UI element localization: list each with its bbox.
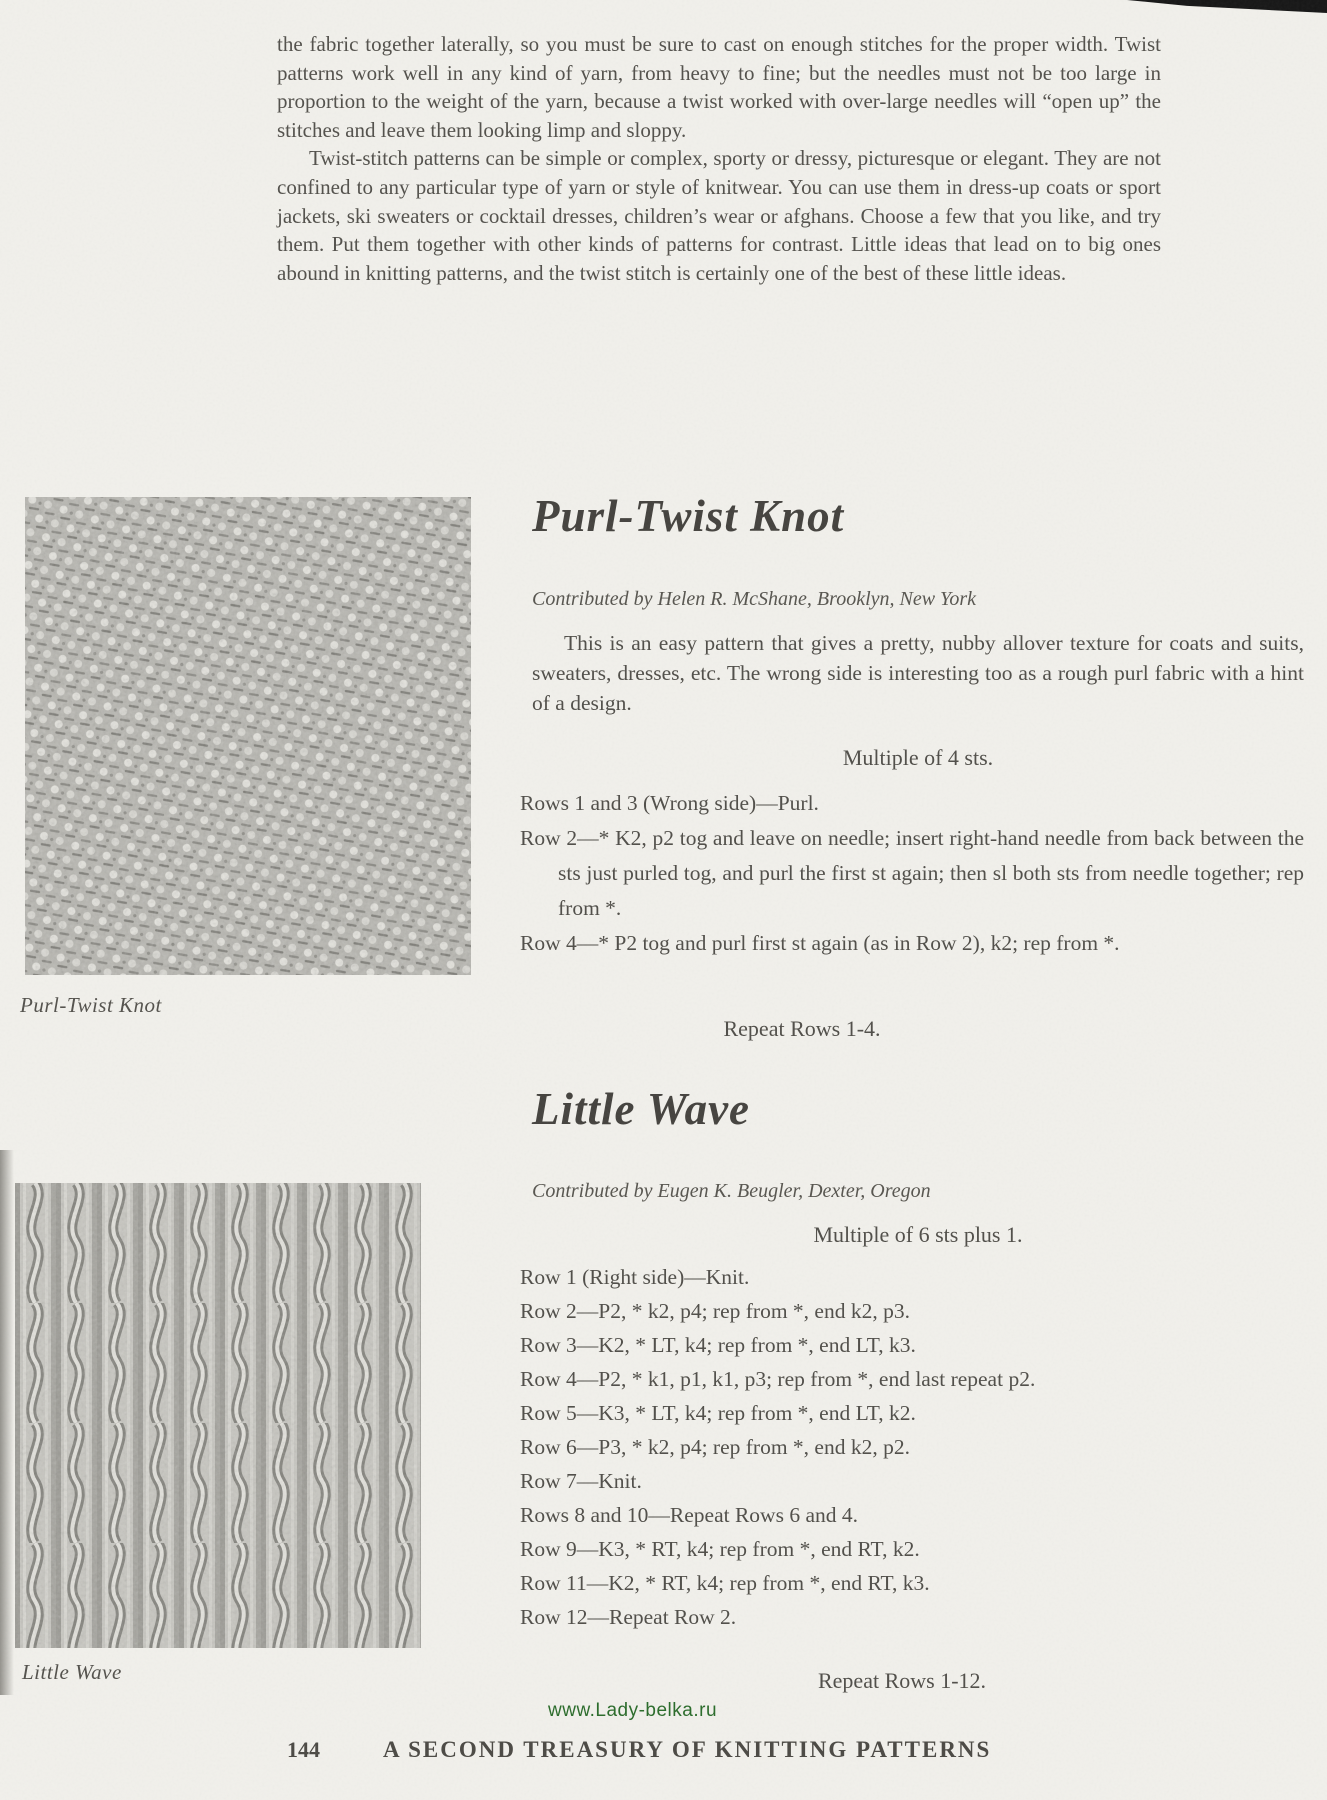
little-wave-photo: [15, 1183, 421, 1648]
pattern-row: Row 9—K3, * RT, k4; rep from *, end RT, k2.: [520, 1537, 920, 1561]
intro-text: [277, 30, 1161, 287]
purl-twist-rows: [520, 786, 1304, 961]
pattern-row: Row 2—* K2, p2 tog and leave on needle; insert right-hand needle from back between the sts just purled tog, and purl the first st again; then sl both sts from needle together; rep from *.: [520, 826, 1304, 920]
purl-twist-knot-photo: [25, 497, 471, 975]
purl-twist-repeat: Repeat Rows 1-4.: [723, 1016, 881, 1041]
pattern-row: Row 12—Repeat Row 2.: [520, 1605, 737, 1629]
purl-twist-contributor: Contributed by Helen R. McShane, Brooklyn, New York: [532, 588, 977, 610]
little-wave-rows: [520, 1260, 1304, 1634]
scan-artifact-top-right: [1127, 0, 1327, 13]
purl-twist-photo-caption: Purl-Twist Knot: [20, 993, 162, 1017]
little-wave-contributor: Contributed by Eugen K. Beugler, Dexter, Oregon: [532, 1180, 931, 1202]
purl-twist-description: This is an easy pattern that gives a pretty, nubby allover texture for coats and suits, sweaters, dresses, etc. The wrong side is interesting too as a rough purl fabric with a hint of a design.: [532, 631, 1304, 715]
book-title: A SECOND TREASURY OF KNITTING PATTERNS: [383, 1737, 992, 1762]
little-wave-repeat: Repeat Rows 1-12.: [817, 1668, 987, 1693]
intro-paragraph-2: Twist-stitch patterns can be simple or complex, sporty or dressy, picturesque or elegant. They are not confined to any particular type of yarn or style of knitwear. You can use them in dress-up coats or sport jackets, ski sweaters or cocktail dresses, children’s wear or afghans. Choose a few that you like, and try them. Put them together with other kinds of patterns for contrast. Little ideas that lead on to big ones abound in knitting patterns, and the twist stitch is certainly one of the best of these little ideas.: [277, 146, 1161, 285]
pattern-row: Row 1 (Right side)—Knit.: [520, 1265, 750, 1289]
pattern-row: Rows 1 and 3 (Wrong side)—Purl.: [520, 791, 819, 815]
pattern-row: Row 5—K3, * LT, k4; rep from *, end LT, k2.: [520, 1401, 916, 1425]
little-wave-title: Little Wave: [532, 1084, 751, 1134]
pattern-row: Row 7—Knit.: [520, 1469, 642, 1493]
pattern-row: Row 4—* P2 tog and purl first st again (as in Row 2), k2; rep from *.: [520, 931, 1120, 955]
pattern-row: Row 6—P3, * k2, p4; rep from *, end k2, p2.: [520, 1435, 910, 1459]
intro-paragraph-1: the fabric together laterally, so you must be sure to cast on enough stitches for the proper width. Twist patterns work well in any kind of yarn, from heavy to fine; but the needles must not be too large in proportion to the weight of the yarn, because a twist worked with over-large needles will “open up” the stitches and leave them looking limp and sloppy.: [277, 32, 1161, 142]
watermark-text: www.Lady-belka.ru: [548, 1700, 718, 1721]
pattern-row: Row 4—P2, * k1, p1, k1, p3; rep from *, end last repeat p2.: [520, 1367, 1036, 1391]
page-number: 144: [287, 1737, 320, 1762]
pattern-row: Row 2—P2, * k2, p4; rep from *, end k2, p3.: [520, 1299, 910, 1323]
purl-twist-multiple: Multiple of 4 sts.: [842, 745, 994, 770]
little-wave-photo-caption: Little Wave: [22, 1660, 122, 1684]
little-wave-multiple: Multiple of 6 sts plus 1.: [813, 1222, 1023, 1247]
purl-twist-title: Purl-Twist Knot: [532, 491, 845, 541]
pattern-row: Row 3—K2, * LT, k4; rep from *, end LT, k3.: [520, 1333, 916, 1357]
scan-artifact-left-edge: [0, 1150, 14, 1695]
pattern-row: Row 11—K2, * RT, k4; rep from *, end RT, k3.: [520, 1571, 930, 1595]
pattern-row: Rows 8 and 10—Repeat Rows 6 and 4.: [520, 1503, 858, 1527]
